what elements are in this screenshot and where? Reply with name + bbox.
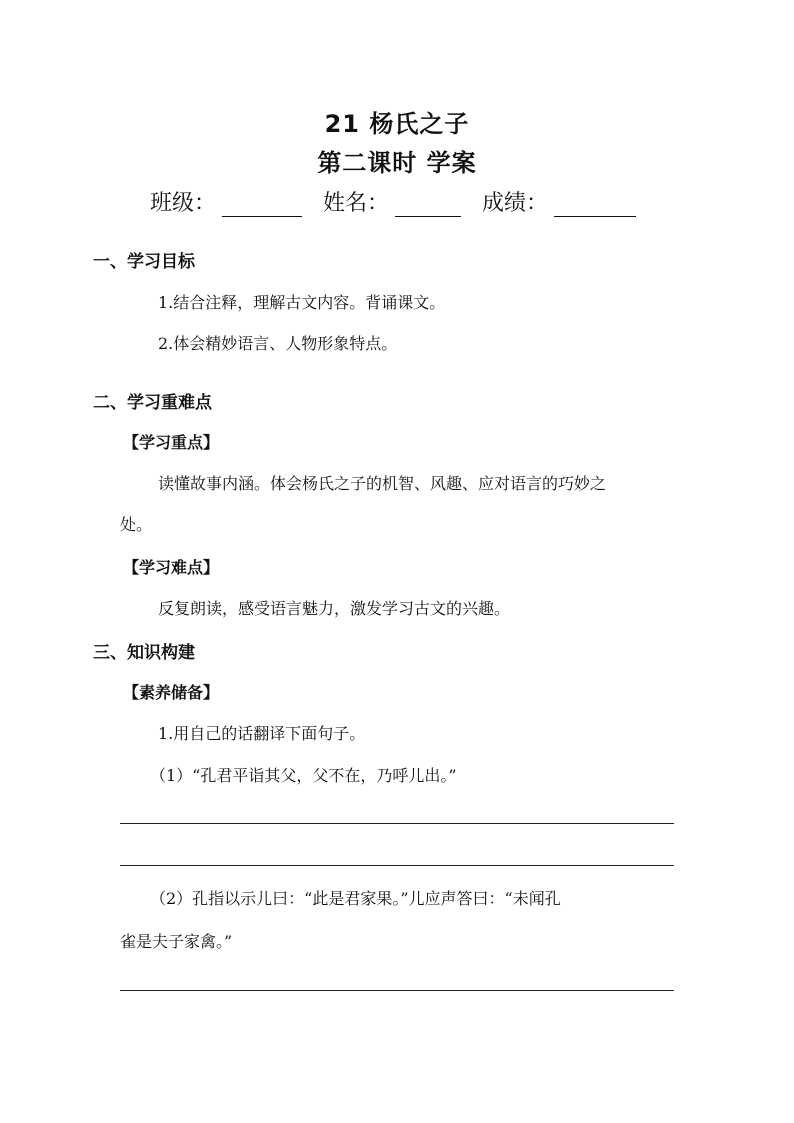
lesson-title: 21 杨氏之子 [324,110,470,138]
key-point-text-line2: 处。 [120,515,153,534]
section-heading-key-points: 二、学习重难点 [93,393,212,413]
goal-item-2: 2.体会精妙语言、人物形象特点。 [158,334,398,353]
answer-line-q1-b[interactable] [120,865,674,866]
name-field [323,186,461,217]
name-label: 姓名： [323,191,390,216]
student-info-row [150,186,650,217]
section-heading-goals: 一、学习目标 [93,252,195,272]
score-blank[interactable] [554,196,636,217]
difficult-point-text: 反复朗读，感受语言魅力，激发学习古文的兴趣。 [158,599,511,618]
key-point-label: 【学习重点】 [123,433,220,452]
preparation-label: 【素养储备】 [123,683,220,702]
answer-line-q2[interactable] [120,990,674,991]
name-blank[interactable] [395,196,461,217]
class-field [150,186,302,217]
question-2-line1: （2）孔指以示儿曰：“此是君家果。”儿应声答曰：“未闻孔 [150,889,561,908]
answer-line-q1-a[interactable] [120,823,674,824]
score-label: 成绩： [482,191,549,216]
translation-task: 1.用自己的话翻译下面句子。 [158,724,366,743]
key-point-text-line1: 读懂故事内涵。体会杨氏之子的机智、风趣、应对语言的巧妙之 [158,474,607,493]
goal-item-1: 1.结合注释，理解古文内容。背诵课文。 [158,293,446,312]
score-field [482,186,636,217]
section-heading-knowledge: 三、知识构建 [93,643,195,663]
difficult-point-label: 【学习难点】 [123,558,220,577]
question-1: （1）“孔君平诣其父，父不在，乃呼儿出。” [150,766,457,785]
question-2-line2: 雀是夫子家禽。” [120,932,233,951]
class-blank[interactable] [222,196,302,217]
class-label: 班级： [150,191,217,216]
lesson-subtitle: 第二课时 学案 [317,149,477,177]
